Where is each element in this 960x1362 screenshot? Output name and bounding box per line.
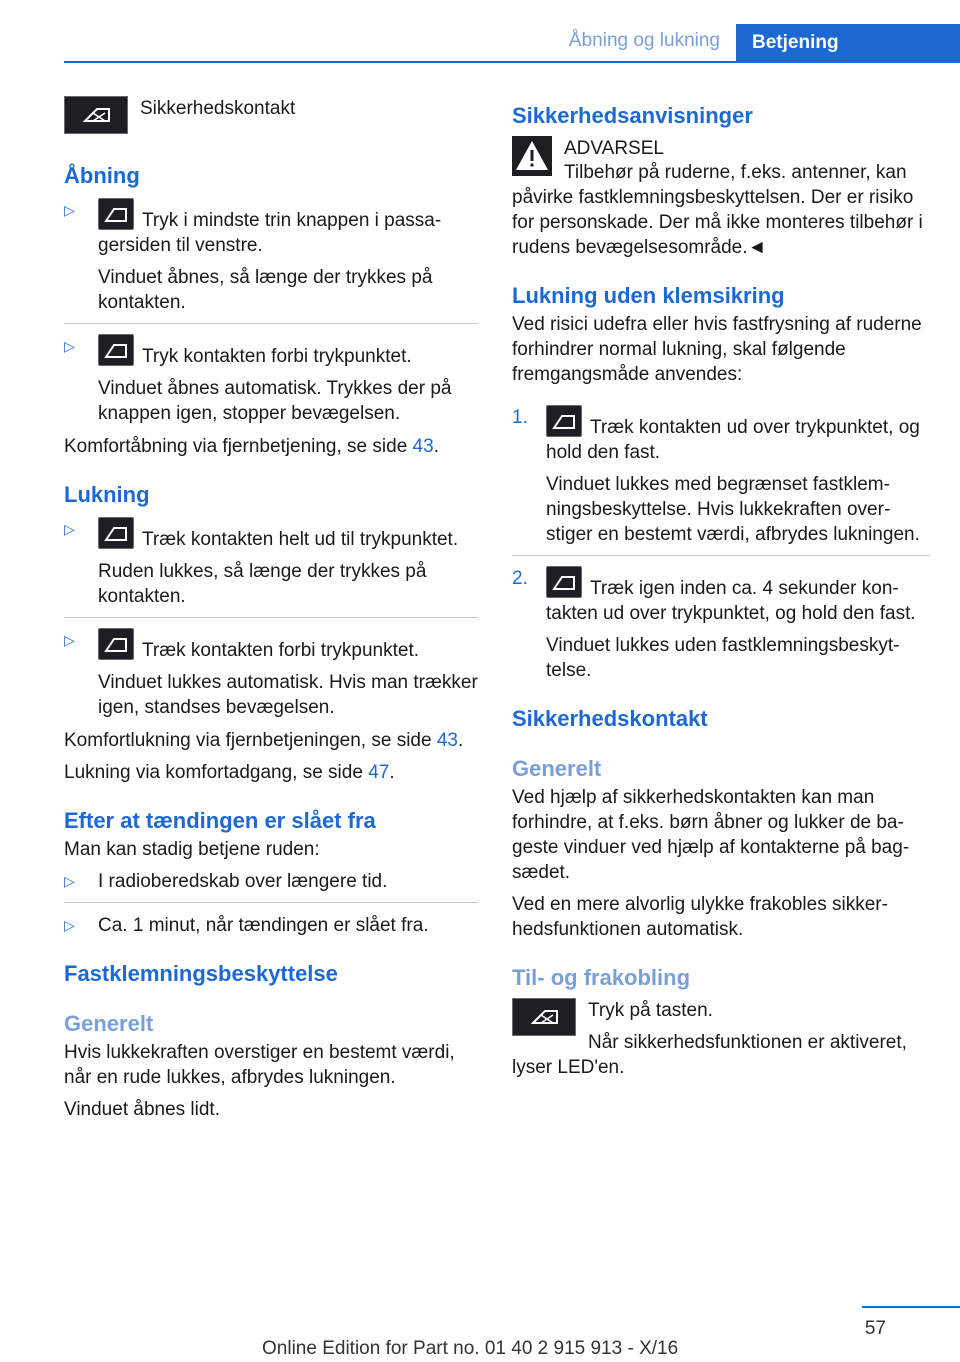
closing-item-2-result: Vinduet lukkes automatisk. Hvis man trækker igen, standses bevægelsen.	[98, 672, 478, 718]
divider	[64, 902, 478, 903]
bullet-icon: ▷	[64, 202, 75, 218]
comfort-closing-text: Komfortlukning via fjernbetjeningen, se side	[64, 730, 437, 751]
safety-switch-text-2: Ved en mere alvorlig ulykke frakobles sikkerhedsfunktionen automatisk.	[512, 894, 888, 940]
header-section-title: Åbning og lukning	[568, 30, 720, 51]
bullet-icon: ▷	[64, 917, 75, 933]
comfort-closing-suffix: .	[457, 730, 464, 751]
bullet-icon: ▷	[64, 632, 75, 648]
closing-item-1-text: Træk kontakten helt ud til trykpunktet.	[142, 529, 459, 550]
page-link-43[interactable]: 43	[436, 730, 458, 751]
ignition-off-item-1: I radioberedskab over længere tid.	[98, 871, 388, 892]
safety-switch-label: Sikkerhedskontakt	[140, 98, 296, 119]
list-item	[64, 628, 478, 720]
step-number: 2.	[512, 568, 528, 589]
list-item	[512, 566, 930, 683]
list-item	[64, 334, 478, 426]
warning-triangle-icon	[512, 136, 552, 176]
ignition-off-intro: Man kan stadig betjene ruden:	[64, 839, 320, 860]
safety-switch-general-heading: Generelt	[512, 756, 602, 781]
window-switch-icon	[98, 198, 134, 230]
list-item	[64, 869, 478, 894]
opening-heading: Åbning	[64, 163, 140, 188]
step-number: 1.	[512, 407, 528, 428]
opening-item-2-text: Tryk kontakten forbi trykpunktet.	[142, 346, 412, 367]
safety-switch-text: Ved hjælp af sikkerhedskontakten kan man forhindre, at f.eks. børn åbner og lukker de bageste vinduer ved hjælp af kontakterne på bagsædet.	[512, 787, 910, 883]
divider	[64, 617, 478, 618]
onoff-text-2: Når sikkerhedsfunktionen er aktiveret, lyser LED'en.	[512, 1032, 907, 1078]
divider	[512, 555, 930, 556]
comfort-access-text: Lukning via komfortadgang, se side	[64, 762, 369, 783]
comfort-opening-note	[64, 434, 478, 459]
step-1-result: Vinduet lukkes med begrænset fastklemningsbeskyttelse. Hvis lukkekraften overstiger en bestemt værdi, afbrydes lukningen.	[546, 474, 920, 545]
safety-notes-heading: Sikkerhedsanvisninger	[512, 103, 753, 128]
comfort-opening-text: Komfortåbning via fjernbetjening, se side	[64, 436, 413, 457]
ignition-off-heading: Efter at tændingen er slået fra	[64, 808, 376, 833]
opening-item-2-result: Vinduet åbnes automatisk. Trykkes der på knappen igen, stopper bevægelsen.	[98, 378, 452, 424]
comfort-closing-note	[64, 728, 478, 753]
no-pinch-heading: Lukning uden klemsikring	[512, 283, 785, 308]
pinch-general-text-2: Vinduet åbnes lidt.	[64, 1099, 220, 1120]
step-1-text: Træk kontakten ud over trykpunktet, og hold den fast.	[546, 417, 920, 463]
window-switch-icon	[546, 566, 582, 598]
pinch-general-heading: Generelt	[64, 1011, 154, 1036]
step-2-result: Vinduet lukkes uden fastklemningsbeskyttelse.	[546, 635, 900, 681]
header-chapter-tab: Betjening	[736, 24, 960, 61]
onoff-heading: Til- og frakobling	[512, 965, 691, 990]
pinch-protection-heading: Fastklemningsbeskyttelse	[64, 961, 338, 986]
ignition-off-item-2: Ca. 1 minut, når tændingen er slået fra.	[98, 915, 429, 936]
window-switch-icon	[546, 405, 582, 437]
page-link-47[interactable]: 47	[368, 762, 390, 783]
footer-rule	[862, 1306, 960, 1308]
list-item	[64, 913, 478, 938]
warning-text: Tilbehør på ruderne, f.eks. antenner, kan påvirke fastklemningsbeskyttelsen. Der er risiko for personskade. Der må ikke monteres tilbehør i rudens bevægelsesområde.◄	[512, 162, 923, 258]
comfort-access-note	[64, 760, 478, 785]
comfort-access-suffix: .	[389, 762, 395, 783]
list-item	[64, 517, 478, 609]
footer-edition: Online Edition for Part no. 01 40 2 915 913 - X/16	[262, 1338, 679, 1359]
closing-item-1-result: Ruden lukkes, så længe der trykkes på kontakten.	[98, 561, 427, 607]
list-item	[512, 405, 930, 547]
window-switch-icon	[98, 628, 134, 660]
divider	[64, 323, 478, 324]
bullet-icon: ▷	[64, 521, 75, 537]
safety-switch-figure	[64, 96, 478, 134]
no-pinch-intro: Ved risici udefra eller hvis fastfrysning af ruderne forhindrer normal lukning, skal følgende fremgangsmåde anvendes:	[512, 314, 922, 385]
safety-switch-icon	[64, 96, 128, 134]
page-link-43[interactable]: 43	[412, 436, 434, 457]
onoff-text-1: Tryk på tasten.	[588, 1000, 713, 1021]
window-switch-icon	[98, 517, 134, 549]
safety-switch-icon	[512, 998, 576, 1036]
opening-item-1-result: Vinduet åbnes, så længe der trykkes på kontakten.	[98, 267, 433, 313]
window-switch-icon	[98, 334, 134, 366]
closing-heading: Lukning	[64, 482, 150, 507]
header-rule	[64, 61, 960, 63]
step-2-text: Træk igen inden ca. 4 sekunder kontakten ud over trykpunktet, og hold den fast.	[546, 578, 916, 624]
comfort-opening-suffix: .	[433, 436, 439, 457]
opening-item-1-text: Tryk i mindste trin knappen i passagersiden til venstre.	[98, 210, 442, 256]
onoff-block	[512, 998, 930, 1080]
page-header	[0, 0, 960, 64]
closing-item-2-text: Træk kontakten forbi trykpunktet.	[142, 640, 420, 661]
pinch-general-text: Hvis lukkekraften overstiger en bestemt værdi, når en rude lukkes, afbrydes lukningen.	[64, 1042, 455, 1088]
right-column	[512, 96, 930, 1087]
bullet-icon: ▷	[64, 338, 75, 354]
page-number: 57	[864, 1318, 886, 1339]
safety-switch-heading: Sikkerhedskontakt	[512, 706, 708, 731]
warning-label: ADVARSEL	[564, 138, 664, 159]
left-column	[64, 96, 478, 1129]
list-item	[64, 198, 478, 315]
bullet-icon: ▷	[64, 873, 75, 889]
